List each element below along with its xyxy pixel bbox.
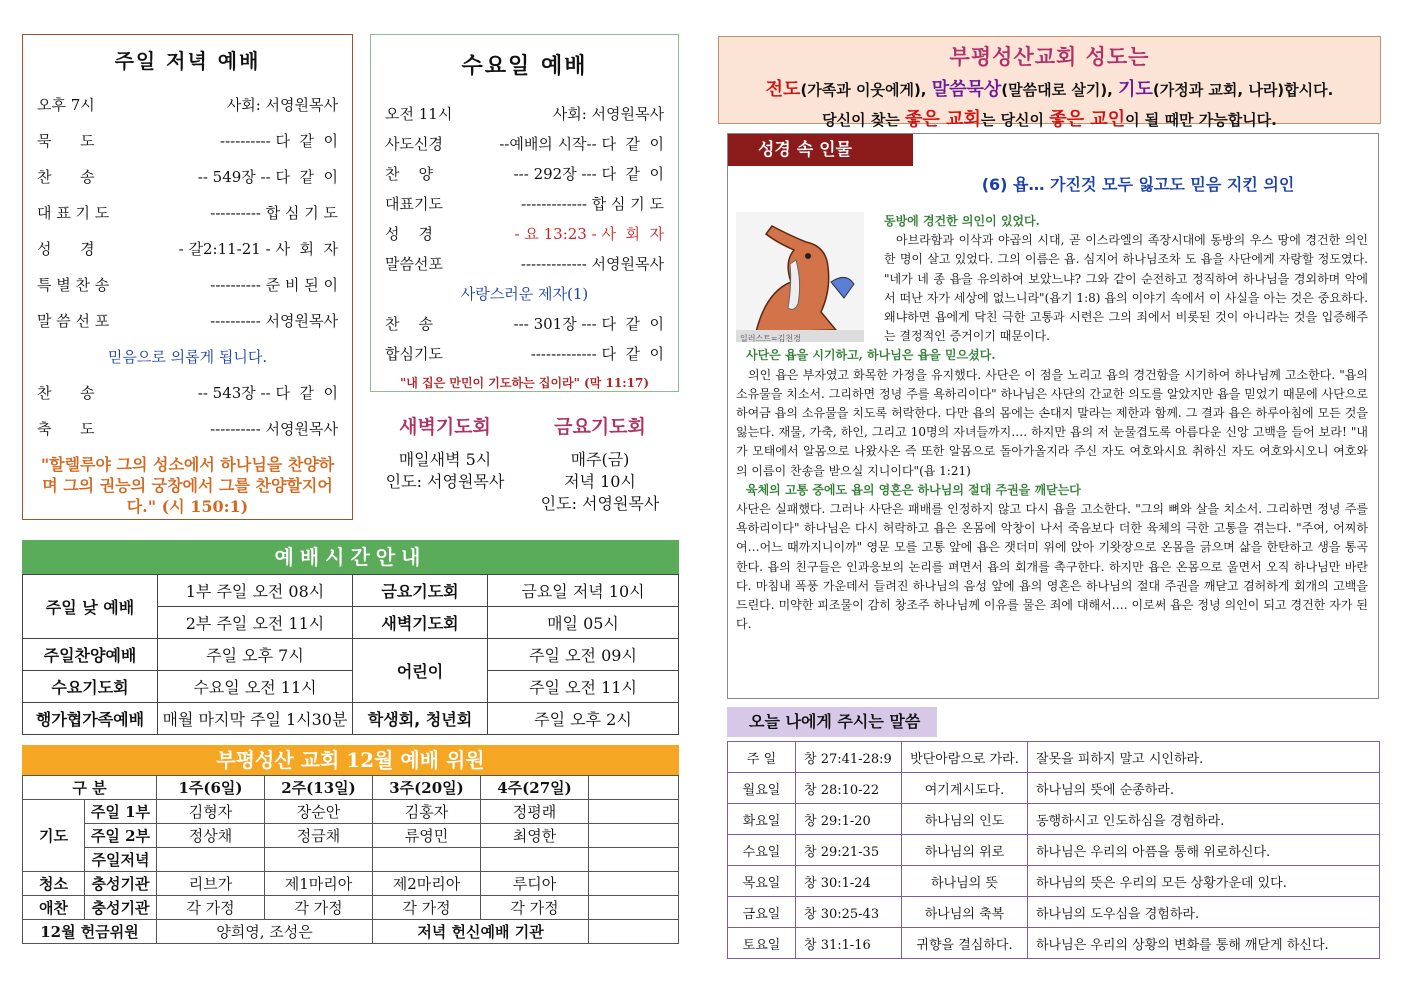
cell: 동행하시고 인도하심을 경험하라. [1028, 804, 1380, 835]
banner-line-1: 전도(가족과 이웃에게), 말씀묵상(말씀대로 살기), 기도(가정과 교회, 나라)합시다. [765, 79, 1334, 100]
order-row: 찬 송 -- 549장 -- 다 같 이 [37, 167, 338, 186]
cell: 정상채 [157, 824, 265, 848]
order-row: 찬 양 --- 292장 --- 다 같 이 [385, 164, 664, 183]
cell [589, 872, 679, 896]
cell: 귀향을 결심하다. [902, 928, 1028, 959]
cell: 주일 낮 예배 [23, 575, 158, 639]
cell: 저녁 헌신예배 기관 [373, 920, 589, 944]
cell: 김형자 [157, 800, 265, 824]
table-row [728, 742, 1380, 773]
committee-title: 부평성산 교회 12월 예배 위원 [22, 745, 679, 775]
friday-prayer-day: 매주(금) [570, 450, 630, 469]
cell: 주일 2부 [85, 824, 157, 848]
cell: 창 30:25-43 [796, 897, 902, 928]
friday-prayer-time: 저녁 10시 [564, 472, 636, 491]
cell: 12월 헌금위원 [23, 920, 157, 944]
cell [265, 848, 373, 872]
order-row: 성 경 - 갈2:11-21 - 사 회 자 [37, 239, 338, 258]
dawn-prayer-leader: 인도: 서영원목사 [385, 472, 505, 491]
cell: 창 30:1-24 [796, 866, 902, 897]
cell: 매월 마지막 주일 1시30분 [158, 703, 353, 735]
cell [589, 776, 679, 800]
cell: 화요일 [728, 804, 796, 835]
cell: 금요일 [728, 897, 796, 928]
cell: 월요일 [728, 773, 796, 804]
section-heading: 동방에 경건한 의인이 있었다. [884, 214, 1040, 228]
cell: 청소 [23, 872, 85, 896]
order-row: 묵 도 ---------- 다 같 이 [37, 131, 338, 150]
cell: 제1마리아 [265, 872, 373, 896]
sermon-title: 믿음으로 의롭게 됩니다. [107, 347, 268, 366]
daily-words-table [727, 741, 1380, 959]
cell: 창 27:41-28:9 [796, 742, 902, 773]
cell: 수요기도회 [23, 671, 158, 703]
order-row: 사도신경 --예배의 시작-- 다 같 이 [385, 134, 664, 153]
cell: 토요일 [728, 928, 796, 959]
paragraph: 사단은 실패했다. 그러나 사단은 패배를 인정하지 않고 다시 욥을 고소한다. "그의 뼈와 살을 치소서. 그리하면 정녕 주를 욕하리이다" 하나님은 다시 허락하고 욥은 온몸에 악창이 나서 죽음보다 더한 육체의 극한 고통을 겪는다. "주여, 어찌하여…어느 때까지니이까" 영문 모를 고통 앞에 욥은 잿더미 위에 앉아 기왓장으로 온몸을 긁으며 삶을 한탄하고 생을 통곡한다. 욥의 친구들은 인과응보의 논리를 펴면서 욥의 회개를 촉구한다. 하지만 욥은 온몸으로 울면서 오직 하나님만 바란다. 마침내 폭풍 가운데서 들려진 하나님의 음성 앞에 욥의 영혼은 하나님의 절대 주권을 깨닫고 겸허하게 회개의 고백을 드린다. 미약한 피조물이 감히 창조주 하나님께 이유를 물은 죄에 대해서…. 이로써 욥은 정녕 의인이 되고 경건한 자가 된다. [736, 502, 1368, 632]
cell: 하나님은 우리의 아픔을 통해 위로하신다. [1028, 835, 1380, 866]
worship-times-table [22, 540, 679, 735]
cell [589, 848, 679, 872]
table-row [728, 897, 1380, 928]
friday-prayer-panel [530, 412, 670, 515]
cell: 루디아 [481, 872, 589, 896]
order-row: 대표기도 ------------- 합 심 기 도 [385, 194, 664, 213]
committee-table [22, 745, 679, 944]
sunday-evening-host: 사회: 서영원목사 [226, 95, 338, 114]
cell: 각 가정 [373, 896, 481, 920]
wednesday-quote: "내 집은 만민이 기도하는 집이라" (막 11:17) [399, 376, 650, 390]
section-heading: 육체의 고통 중에도 욥의 영혼은 하나님의 절대 주권을 깨닫는다 [746, 482, 1081, 497]
wednesday-host: 사회: 서영원목사 [552, 104, 664, 123]
banner-title: 부평성산교회 성도는 [949, 45, 1150, 69]
cell: 2주(13일) [265, 776, 373, 800]
friday-prayer-leader: 인도: 서영원목사 [540, 494, 660, 513]
cell: 주일 1부 [85, 800, 157, 824]
paragraph: 의인 욥은 부자였고 화목한 가정을 유지했다. 사단은 이 점을 노리고 욥의 경건함을 시기하여 하나님께 고소한다. "욥의 소유물을 치소서. 그리하면 정녕 주를 욕하리이다" 하나님은 사단의 간교한 의도를 알았지만 욥을 믿었기 때문에 사단으로 하여금 욥의 소유물을 치도록 허락한다. 다만 욥의 몸에는 손대지 말라는 제한과 함께. 그 결과 욥은 하루아침에 모든 것을 잃는다. 재물, 가축, 하인, 그리고 10명의 자녀들까지…. 하지만 욥의 저 눈물겹도록 아름다운 신앙 고백을 들어 보라! "내가 모태에서 알몸으로 나왔사온 즉 또한 알몸으로 돌아가올지라 주신 자도 여호와시요 취하신 자도 여호와시오니 여호와의 이름이 찬송을 받으실 지니이다"(욥 1:21) [736, 367, 1368, 478]
cell: 학생회, 청년회 [353, 703, 488, 735]
cell: 주일저녁 [85, 848, 157, 872]
paragraph: 아브라함과 이삭과 야곱의 시대, 곧 이스라엘의 족장시대에 동방의 우스 땅에 경건한 의인 한 명이 살고 있었다. 그의 이름은 욥. 심지어 하나님조차 도 욥을 사단에게 자랑할 정도였다. "네가 네 종 욥을 유의하여 보았느냐? 그와 같이 순전하고 정직하여 하나님을 경외하며 악에서 떠난 자가 세상에 없느니라"(욥기 1:8) 욥의 이야기 속에서 이 사실을 아는 것은 중요하다. 왜냐하면 욥에게 닥친 극한 고통과 시련은 그의 죄에서 비롯된 것이 아니라는 것을 입증해주는 결정적인 증거이기 때문이다. [884, 233, 1368, 344]
job-figure-icon [736, 212, 864, 342]
scripture-verse: "할렐루야 그의 성소에서 하나님을 찬양하며 그의 권능의 궁창에서 그를 찬양할지어다." (시 150:1) [40, 455, 335, 516]
job-illustration [736, 212, 878, 343]
cell: 하나님의 뜻은 우리의 모든 상황가운데 있다. [1028, 866, 1380, 897]
cell: 기도 [23, 800, 85, 872]
order-row: 찬 송 -- 543장 -- 다 같 이 [37, 383, 338, 402]
cell: 창 31:1-16 [796, 928, 902, 959]
cell: 수요일 [728, 835, 796, 866]
cell: 류영민 [373, 824, 481, 848]
cell: 정평래 [481, 800, 589, 824]
cell: 최영한 [481, 824, 589, 848]
cell: 창 29:1-20 [796, 804, 902, 835]
cell: 양희영, 조성은 [157, 920, 373, 944]
cell: 주일 오후 7시 [158, 639, 353, 671]
cell: 하나님의 뜻에 순종하라. [1028, 773, 1380, 804]
order-row: 성 경 - 요 13:23 - 사 회 자 [385, 224, 664, 243]
sunday-evening-panel [22, 34, 353, 520]
sermon-title: 사랑스러운 제자(1) [460, 284, 589, 303]
cell: 각 가정 [157, 896, 265, 920]
bible-person-tag: 성경 속 인물 [728, 134, 913, 166]
cell: 목요일 [728, 866, 796, 897]
dawn-prayer-time: 매일새벽 5시 [398, 450, 492, 469]
cell: 주일 오후 2시 [488, 703, 679, 735]
cell: 하나님의 위로 [902, 835, 1028, 866]
cell: 주일 오전 11시 [488, 671, 679, 703]
section-heading: 사단은 욥을 시기하고, 하나님은 욥을 믿으셨다. [746, 348, 996, 363]
table-row [728, 928, 1380, 959]
dawn-prayer-title: 새벽기도회 [399, 416, 491, 438]
cell: 김홍자 [373, 800, 481, 824]
order-row: 합심기도 ------------- 다 같 이 [385, 344, 664, 363]
cell: 1주(6일) [157, 776, 265, 800]
cell: 3주(20일) [373, 776, 481, 800]
cell: 주 일 [728, 742, 796, 773]
cell: 하나님의 뜻 [902, 866, 1028, 897]
sunday-evening-title: 주일 저녁 예배 [114, 49, 261, 73]
cell: 4주(27일) [481, 776, 589, 800]
bible-person-text [736, 212, 1368, 634]
friday-prayer-title: 금요기도회 [554, 416, 646, 438]
dawn-prayer-panel [380, 412, 510, 493]
cell: 잘못을 피하지 말고 시인하라. [1028, 742, 1380, 773]
cell: 금요일 저녁 10시 [488, 575, 679, 607]
cell [589, 920, 679, 944]
bible-person-subtitle: (6) 욥… 가진것 모두 잃고도 믿음 지킨 의인 [981, 175, 1295, 194]
church-motto-banner [718, 36, 1381, 130]
order-row: 말 씀 선 포 ---------- 서영원목사 [37, 311, 338, 330]
cell: 주일찬양예배 [23, 639, 158, 671]
daily-words-tag: 오늘 나에게 주시는 말씀 [727, 707, 937, 737]
cell: 밧단아람으로 가라. [902, 742, 1028, 773]
cell: 각 가정 [265, 896, 373, 920]
cell: 행가협가족예배 [23, 703, 158, 735]
cell [157, 848, 265, 872]
cell [589, 824, 679, 848]
illustration-caption: 일러스트=김천경 [740, 334, 801, 343]
cell: 정금채 [265, 824, 373, 848]
cell: 구 분 [23, 776, 157, 800]
wednesday-title: 수요일 예배 [461, 53, 588, 79]
order-row: 말씀선포 ------------- 서영원목사 [385, 254, 664, 273]
cell: 하나님의 축복 [902, 897, 1028, 928]
cell: 리브가 [157, 872, 265, 896]
table-row [728, 866, 1380, 897]
banner-line-2: 당신이 찾는 좋은 교회는 당신이 좋은 교인이 될 때만 가능합니다. [822, 109, 1277, 130]
wednesday-time: 오전 11시 [385, 104, 453, 123]
table-row [728, 835, 1380, 866]
cell: 충성기관 [85, 896, 157, 920]
cell [589, 896, 679, 920]
cell: 주일 오전 09시 [488, 639, 679, 671]
cell: 수요일 오전 11시 [158, 671, 353, 703]
cell: 여기계시도다. [902, 773, 1028, 804]
cell: 창 28:10-22 [796, 773, 902, 804]
table-row [728, 804, 1380, 835]
cell: 충성기관 [85, 872, 157, 896]
order-row: 특 별 찬 송 ---------- 준 비 된 이 [37, 275, 338, 294]
wednesday-panel [370, 34, 679, 392]
worship-times-title: 예배시간안내 [22, 540, 679, 574]
cell: 매일 05시 [488, 607, 679, 639]
cell: 하나님의 도우심을 경험하라. [1028, 897, 1380, 928]
table-row [728, 773, 1380, 804]
bible-person-panel [727, 133, 1379, 699]
cell: 2부 주일 오전 11시 [158, 607, 353, 639]
cell: 제2마리아 [373, 872, 481, 896]
cell: 장순안 [265, 800, 373, 824]
cell [481, 848, 589, 872]
cell: 하나님은 우리의 상황의 변화를 통해 깨닫게 하신다. [1028, 928, 1380, 959]
order-row: 축 도 ---------- 서영원목사 [37, 419, 338, 438]
cell: 1부 주일 오전 08시 [158, 575, 353, 607]
cell: 창 29:21-35 [796, 835, 902, 866]
cell: 금요기도회 [353, 575, 488, 607]
cell: 어린이 [353, 639, 488, 703]
cell: 애찬 [23, 896, 85, 920]
cell: 각 가정 [481, 896, 589, 920]
order-row: 찬 송 --- 301장 --- 다 같 이 [385, 314, 664, 333]
cell [373, 848, 481, 872]
cell: 새벽기도회 [353, 607, 488, 639]
cell: 하나님의 인도 [902, 804, 1028, 835]
daily-words-panel [727, 707, 1380, 959]
sunday-evening-time: 오후 7시 [37, 95, 95, 114]
cell [589, 800, 679, 824]
order-row: 대 표 기 도 ---------- 합 심 기 도 [37, 203, 338, 222]
